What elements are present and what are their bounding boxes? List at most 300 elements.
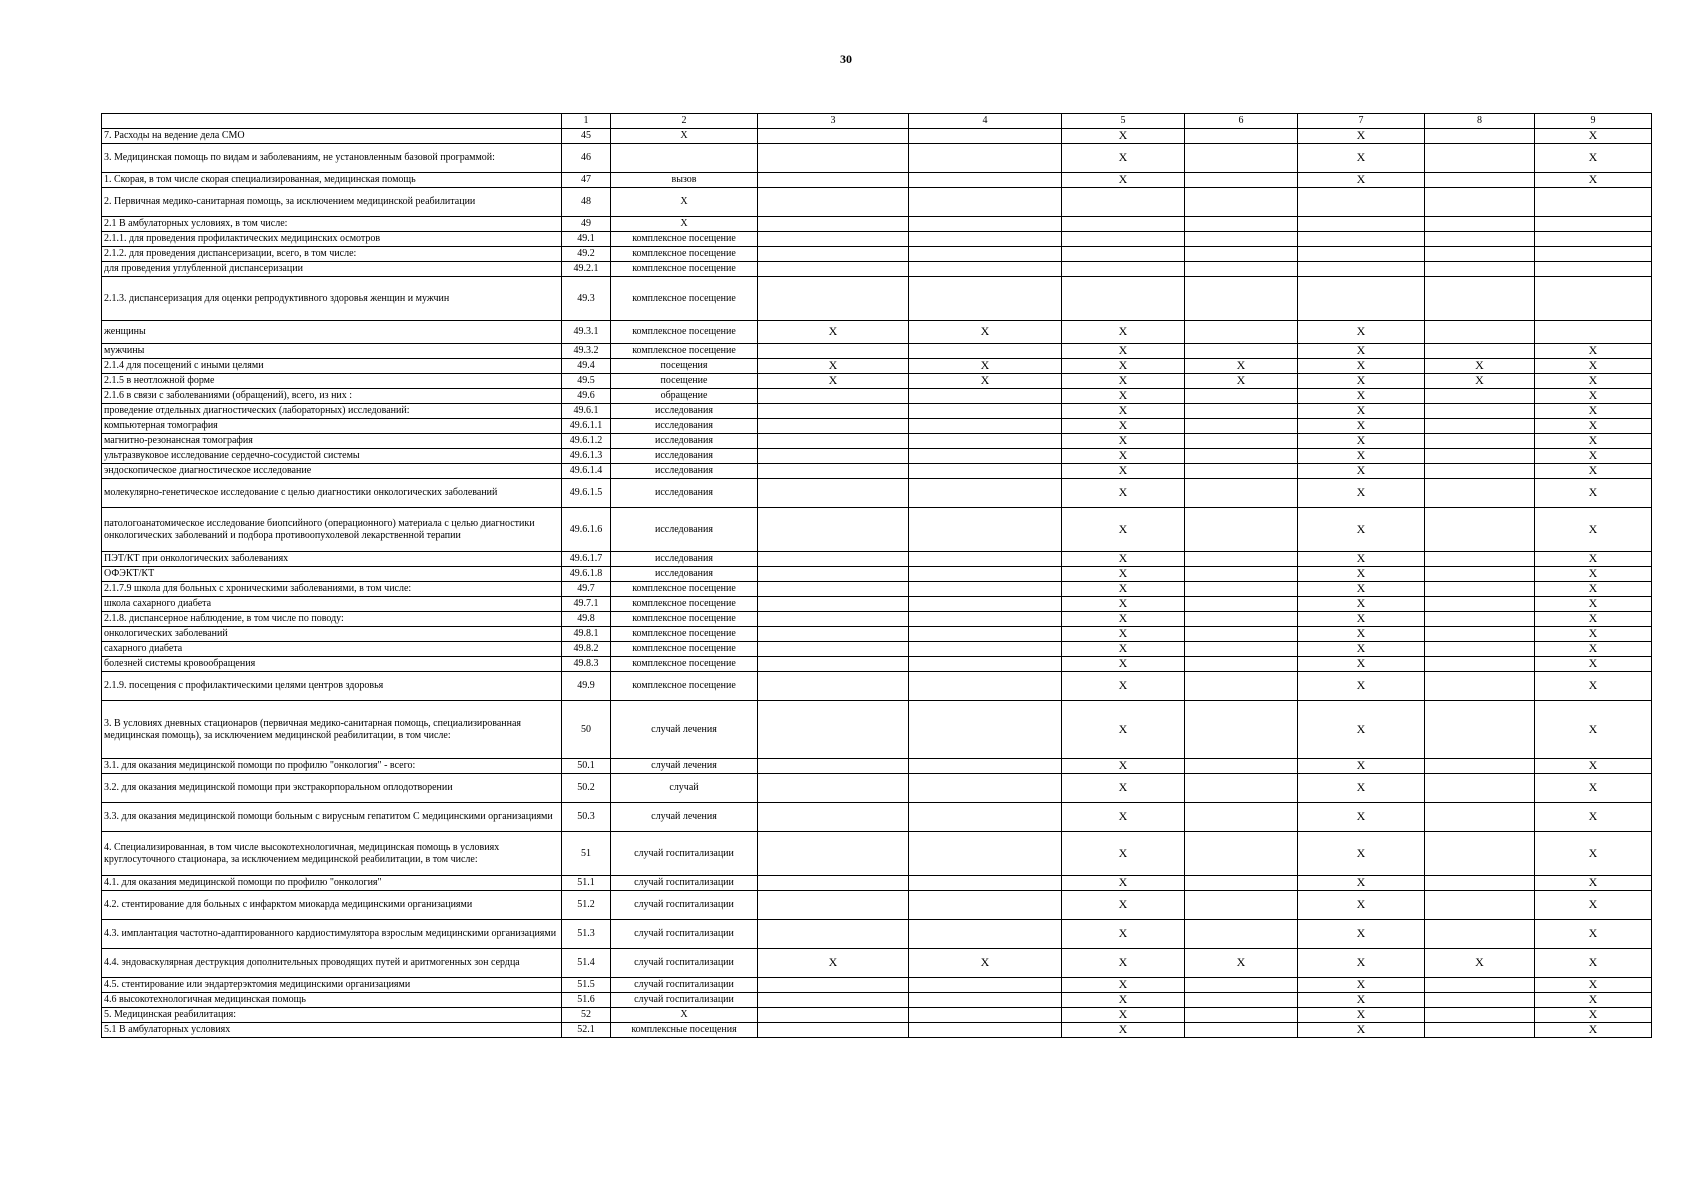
cell-col-4 xyxy=(909,552,1062,567)
row-number: 49.8.2 xyxy=(562,642,611,657)
cell-col-5: X xyxy=(1062,344,1185,359)
cell-col-4 xyxy=(909,627,1062,642)
cell-col-8: X xyxy=(1425,374,1535,389)
cell-col-3 xyxy=(758,552,909,567)
cell-col-8 xyxy=(1425,247,1535,262)
cell-col-7: X xyxy=(1298,582,1425,597)
cell-col-6 xyxy=(1185,232,1298,247)
cell-col-6 xyxy=(1185,217,1298,232)
row-name: ультразвуковое исследование сердечно-сосудистой системы xyxy=(102,449,562,464)
cell-col-7: X xyxy=(1298,920,1425,949)
row-unit: случай лечения xyxy=(611,759,758,774)
row-number: 49.6.1.5 xyxy=(562,479,611,508)
row-name: болезней системы кровообращения xyxy=(102,657,562,672)
row-unit: посещение xyxy=(611,374,758,389)
column-header: 8 xyxy=(1425,114,1535,129)
cell-col-4 xyxy=(909,803,1062,832)
row-number: 51 xyxy=(562,832,611,876)
column-header xyxy=(102,114,562,129)
cell-col-6 xyxy=(1185,129,1298,144)
table-row xyxy=(102,612,1652,627)
row-name: компьютерная томография xyxy=(102,419,562,434)
cell-col-8 xyxy=(1425,479,1535,508)
cell-col-4: X xyxy=(909,321,1062,344)
column-header: 7 xyxy=(1298,114,1425,129)
cell-col-4 xyxy=(909,612,1062,627)
cell-col-5 xyxy=(1062,188,1185,217)
cell-col-3 xyxy=(758,993,909,1008)
row-name: 2.1.9. посещения с профилактическими целями центров здоровья xyxy=(102,672,562,701)
table-row xyxy=(102,993,1652,1008)
cell-col-7: X xyxy=(1298,344,1425,359)
cell-col-3 xyxy=(758,832,909,876)
cell-col-7: X xyxy=(1298,1008,1425,1023)
row-name: 2. Первичная медико-санитарная помощь, за исключением медицинской реабилитации xyxy=(102,188,562,217)
cell-col-3 xyxy=(758,247,909,262)
cell-col-7: X xyxy=(1298,759,1425,774)
cell-col-7: X xyxy=(1298,612,1425,627)
table-row xyxy=(102,217,1652,232)
cell-col-5 xyxy=(1062,247,1185,262)
cell-col-9: X xyxy=(1535,701,1652,759)
cell-col-6 xyxy=(1185,419,1298,434)
table-row xyxy=(102,359,1652,374)
row-unit: случай xyxy=(611,774,758,803)
cell-col-6 xyxy=(1185,552,1298,567)
cell-col-4 xyxy=(909,129,1062,144)
row-name: эндоскопическое диагностическое исследование xyxy=(102,464,562,479)
cell-col-8 xyxy=(1425,627,1535,642)
cell-col-7 xyxy=(1298,232,1425,247)
cell-col-7: X xyxy=(1298,449,1425,464)
cell-col-5: X xyxy=(1062,449,1185,464)
cell-col-5: X xyxy=(1062,359,1185,374)
cell-col-7: X xyxy=(1298,404,1425,419)
table-row xyxy=(102,344,1652,359)
cell-col-9: X xyxy=(1535,552,1652,567)
cell-col-3: X xyxy=(758,359,909,374)
table-row xyxy=(102,479,1652,508)
cell-col-6 xyxy=(1185,247,1298,262)
cell-col-9: X xyxy=(1535,344,1652,359)
row-unit: комплексное посещение xyxy=(611,627,758,642)
table-row xyxy=(102,567,1652,582)
row-number: 47 xyxy=(562,173,611,188)
cell-col-8 xyxy=(1425,262,1535,277)
cell-col-5: X xyxy=(1062,701,1185,759)
cell-col-3 xyxy=(758,434,909,449)
cell-col-8 xyxy=(1425,612,1535,627)
cell-col-6 xyxy=(1185,1023,1298,1038)
row-unit: исследования xyxy=(611,552,758,567)
row-number: 51.4 xyxy=(562,949,611,978)
cell-col-5: X xyxy=(1062,920,1185,949)
row-name: 1. Скорая, в том числе скорая специализированная, медицинская помощь xyxy=(102,173,562,188)
cell-col-9: X xyxy=(1535,144,1652,173)
row-unit: случай госпитализации xyxy=(611,876,758,891)
row-number: 51.6 xyxy=(562,993,611,1008)
row-name: 5.1 В амбулаторных условиях xyxy=(102,1023,562,1038)
table-row xyxy=(102,1008,1652,1023)
cell-col-9 xyxy=(1535,232,1652,247)
cell-col-7 xyxy=(1298,262,1425,277)
cell-col-7: X xyxy=(1298,597,1425,612)
table-row xyxy=(102,642,1652,657)
cell-col-5 xyxy=(1062,217,1185,232)
row-name: 3.1. для оказания медицинской помощи по профилю "онкология" - всего: xyxy=(102,759,562,774)
row-number: 46 xyxy=(562,144,611,173)
row-unit: обращение xyxy=(611,389,758,404)
cell-col-5: X xyxy=(1062,891,1185,920)
cell-col-6 xyxy=(1185,978,1298,993)
table-row xyxy=(102,876,1652,891)
cell-col-7: X xyxy=(1298,552,1425,567)
cell-col-6 xyxy=(1185,657,1298,672)
cell-col-8 xyxy=(1425,404,1535,419)
row-unit: исследования xyxy=(611,567,758,582)
row-unit: комплексное посещение xyxy=(611,344,758,359)
row-unit: исследования xyxy=(611,479,758,508)
cell-col-7: X xyxy=(1298,701,1425,759)
cell-col-9: X xyxy=(1535,129,1652,144)
cell-col-5: X xyxy=(1062,612,1185,627)
row-unit: исследования xyxy=(611,434,758,449)
row-number: 52 xyxy=(562,1008,611,1023)
cell-col-8 xyxy=(1425,232,1535,247)
cell-col-8: X xyxy=(1425,359,1535,374)
cell-col-4 xyxy=(909,1023,1062,1038)
cell-col-7 xyxy=(1298,188,1425,217)
table-row xyxy=(102,1023,1652,1038)
cell-col-9: X xyxy=(1535,672,1652,701)
cell-col-5: X xyxy=(1062,552,1185,567)
row-number: 49.6.1.3 xyxy=(562,449,611,464)
cell-col-9: X xyxy=(1535,359,1652,374)
row-unit: вызов xyxy=(611,173,758,188)
cell-col-8 xyxy=(1425,567,1535,582)
row-number: 49.2.1 xyxy=(562,262,611,277)
cell-col-9: X xyxy=(1535,508,1652,552)
cell-col-4 xyxy=(909,434,1062,449)
cell-col-7: X xyxy=(1298,144,1425,173)
cell-col-3 xyxy=(758,389,909,404)
cell-col-6 xyxy=(1185,344,1298,359)
cell-col-8 xyxy=(1425,217,1535,232)
row-name: молекулярно-генетическое исследование с целью диагностики онкологических заболеваний xyxy=(102,479,562,508)
row-name: 2.1.2. для проведения диспансеризации, всего, в том числе: xyxy=(102,247,562,262)
row-number: 49 xyxy=(562,217,611,232)
row-number: 49.5 xyxy=(562,374,611,389)
cell-col-7: X xyxy=(1298,876,1425,891)
cell-col-8 xyxy=(1425,920,1535,949)
cell-col-6 xyxy=(1185,642,1298,657)
cell-col-3 xyxy=(758,567,909,582)
cell-col-5: X xyxy=(1062,774,1185,803)
row-unit: комплексное посещение xyxy=(611,247,758,262)
cell-col-4 xyxy=(909,774,1062,803)
cell-col-4 xyxy=(909,701,1062,759)
cell-col-6 xyxy=(1185,597,1298,612)
cell-col-9 xyxy=(1535,247,1652,262)
row-name: проведение отдельных диагностических (лабораторных) исследований: xyxy=(102,404,562,419)
cell-col-3 xyxy=(758,479,909,508)
cell-col-4 xyxy=(909,173,1062,188)
cell-col-6 xyxy=(1185,1008,1298,1023)
cell-col-6 xyxy=(1185,832,1298,876)
column-header: 6 xyxy=(1185,114,1298,129)
row-number: 50.3 xyxy=(562,803,611,832)
cell-col-7: X xyxy=(1298,173,1425,188)
cell-col-5: X xyxy=(1062,1008,1185,1023)
table-row xyxy=(102,434,1652,449)
cell-col-3 xyxy=(758,774,909,803)
table-row xyxy=(102,672,1652,701)
table-row xyxy=(102,389,1652,404)
row-name: сахарного диабета xyxy=(102,642,562,657)
cell-col-5: X xyxy=(1062,479,1185,508)
row-unit: посещения xyxy=(611,359,758,374)
row-name: 4.5. стентирование или эндартерэктомия медицинскими организациями xyxy=(102,978,562,993)
row-name: онкологических заболеваний xyxy=(102,627,562,642)
cell-col-8 xyxy=(1425,173,1535,188)
row-unit xyxy=(611,144,758,173)
cell-col-9: X xyxy=(1535,434,1652,449)
row-number: 51.5 xyxy=(562,978,611,993)
cell-col-6 xyxy=(1185,188,1298,217)
row-unit: комплексное посещение xyxy=(611,262,758,277)
row-unit: комплексное посещение xyxy=(611,672,758,701)
table-row xyxy=(102,978,1652,993)
row-number: 49.9 xyxy=(562,672,611,701)
cell-col-9: X xyxy=(1535,374,1652,389)
cell-col-9: X xyxy=(1535,978,1652,993)
cell-col-8 xyxy=(1425,188,1535,217)
cell-col-7: X xyxy=(1298,464,1425,479)
cell-col-7: X xyxy=(1298,389,1425,404)
row-name: 2.1.3. диспансеризация для оценки репродуктивного здоровья женщин и мужчин xyxy=(102,277,562,321)
table-row xyxy=(102,262,1652,277)
row-unit: исследования xyxy=(611,508,758,552)
row-number: 49.6.1.8 xyxy=(562,567,611,582)
row-number: 49.6.1.6 xyxy=(562,508,611,552)
row-name: 3.2. для оказания медицинской помощи при экстракорпоральном оплодотворении xyxy=(102,774,562,803)
data-table xyxy=(101,113,1652,1038)
row-unit: случай госпитализации xyxy=(611,949,758,978)
cell-col-5: X xyxy=(1062,464,1185,479)
row-number: 49.6 xyxy=(562,389,611,404)
row-name: 4.3. имплантация частотно-адаптированного кардиостимулятора взрослым медицинскими организациями xyxy=(102,920,562,949)
cell-col-5: X xyxy=(1062,567,1185,582)
row-number: 51.3 xyxy=(562,920,611,949)
row-number: 49.3 xyxy=(562,277,611,321)
cell-col-7: X xyxy=(1298,978,1425,993)
cell-col-3 xyxy=(758,891,909,920)
cell-col-9: X xyxy=(1535,479,1652,508)
cell-col-7: X xyxy=(1298,657,1425,672)
cell-col-5: X xyxy=(1062,129,1185,144)
cell-col-4 xyxy=(909,876,1062,891)
column-header: 4 xyxy=(909,114,1062,129)
cell-col-6 xyxy=(1185,434,1298,449)
cell-col-6 xyxy=(1185,993,1298,1008)
cell-col-8 xyxy=(1425,449,1535,464)
cell-col-6 xyxy=(1185,774,1298,803)
row-name: патологоанатомическое исследование биопсийного (операционного) материала с целью диагностики онкологических заболеваний и подбора противоопухолевой лекарственной терапии xyxy=(102,508,562,552)
cell-col-3: X xyxy=(758,321,909,344)
row-name: 2.1.1. для проведения профилактических медицинских осмотров xyxy=(102,232,562,247)
row-unit: случай лечения xyxy=(611,803,758,832)
row-number: 45 xyxy=(562,129,611,144)
cell-col-6 xyxy=(1185,173,1298,188)
cell-col-4 xyxy=(909,993,1062,1008)
cell-col-4 xyxy=(909,217,1062,232)
cell-col-9: X xyxy=(1535,449,1652,464)
row-number: 49.3.1 xyxy=(562,321,611,344)
row-name: школа сахарного диабета xyxy=(102,597,562,612)
cell-col-6 xyxy=(1185,582,1298,597)
cell-col-3 xyxy=(758,344,909,359)
cell-col-4 xyxy=(909,672,1062,701)
cell-col-3 xyxy=(758,642,909,657)
table-row xyxy=(102,552,1652,567)
cell-col-7: X xyxy=(1298,774,1425,803)
cell-col-3 xyxy=(758,582,909,597)
cell-col-6 xyxy=(1185,389,1298,404)
cell-col-7: X xyxy=(1298,321,1425,344)
cell-col-3 xyxy=(758,232,909,247)
cell-col-8 xyxy=(1425,672,1535,701)
cell-col-5 xyxy=(1062,277,1185,321)
cell-col-3: X xyxy=(758,374,909,389)
cell-col-9: X xyxy=(1535,567,1652,582)
table-row xyxy=(102,657,1652,672)
row-name: 2.1.4 для посещений с иными целями xyxy=(102,359,562,374)
header-row xyxy=(102,114,1652,129)
cell-col-3 xyxy=(758,876,909,891)
cell-col-9: X xyxy=(1535,389,1652,404)
cell-col-6 xyxy=(1185,321,1298,344)
row-name: 4.2. стентирование для больных с инфарктом миокарда медицинскими организациями xyxy=(102,891,562,920)
cell-col-5: X xyxy=(1062,144,1185,173)
cell-col-3 xyxy=(758,657,909,672)
cell-col-3 xyxy=(758,144,909,173)
cell-col-5: X xyxy=(1062,832,1185,876)
cell-col-8 xyxy=(1425,277,1535,321)
cell-col-4 xyxy=(909,464,1062,479)
cell-col-5 xyxy=(1062,262,1185,277)
cell-col-3 xyxy=(758,672,909,701)
cell-col-7 xyxy=(1298,247,1425,262)
table-row xyxy=(102,129,1652,144)
table-body xyxy=(102,129,1652,1038)
cell-col-8 xyxy=(1425,1023,1535,1038)
cell-col-3 xyxy=(758,262,909,277)
cell-col-5: X xyxy=(1062,759,1185,774)
table-row xyxy=(102,949,1652,978)
cell-col-7: X xyxy=(1298,1023,1425,1038)
table-row xyxy=(102,627,1652,642)
cell-col-3 xyxy=(758,173,909,188)
cell-col-6 xyxy=(1185,612,1298,627)
row-unit: случай госпитализации xyxy=(611,920,758,949)
row-number: 51.2 xyxy=(562,891,611,920)
cell-col-8 xyxy=(1425,144,1535,173)
cell-col-5: X xyxy=(1062,389,1185,404)
cell-col-7: X xyxy=(1298,832,1425,876)
row-unit: комплексное посещение xyxy=(611,321,758,344)
cell-col-6: X xyxy=(1185,359,1298,374)
cell-col-9: X xyxy=(1535,876,1652,891)
cell-col-4: X xyxy=(909,359,1062,374)
row-unit: случай госпитализации xyxy=(611,891,758,920)
cell-col-5: X xyxy=(1062,419,1185,434)
cell-col-6 xyxy=(1185,144,1298,173)
cell-col-7: X xyxy=(1298,627,1425,642)
row-unit: комплексное посещение xyxy=(611,657,758,672)
cell-col-4 xyxy=(909,262,1062,277)
page-number: 30 xyxy=(840,52,852,66)
cell-col-3 xyxy=(758,449,909,464)
cell-col-5: X xyxy=(1062,803,1185,832)
cell-col-3 xyxy=(758,612,909,627)
cell-col-6 xyxy=(1185,876,1298,891)
cell-col-6 xyxy=(1185,803,1298,832)
row-unit: комплексное посещение xyxy=(611,612,758,627)
row-unit: исследования xyxy=(611,449,758,464)
cell-col-4 xyxy=(909,832,1062,876)
cell-col-3 xyxy=(758,1023,909,1038)
table-row xyxy=(102,701,1652,759)
cell-col-4 xyxy=(909,597,1062,612)
cell-col-4 xyxy=(909,978,1062,993)
cell-col-4 xyxy=(909,419,1062,434)
cell-col-9 xyxy=(1535,277,1652,321)
row-unit: случай госпитализации xyxy=(611,993,758,1008)
cell-col-9: X xyxy=(1535,774,1652,803)
cell-col-4 xyxy=(909,277,1062,321)
cell-col-4 xyxy=(909,657,1062,672)
row-name: магнитно-резонансная томография xyxy=(102,434,562,449)
table-row xyxy=(102,173,1652,188)
row-name: 2.1.5 в неотложной форме xyxy=(102,374,562,389)
cell-col-5: X xyxy=(1062,978,1185,993)
row-unit: случай госпитализации xyxy=(611,832,758,876)
cell-col-9: X xyxy=(1535,612,1652,627)
cell-col-4 xyxy=(909,247,1062,262)
cell-col-9: X xyxy=(1535,891,1652,920)
cell-col-9: X xyxy=(1535,642,1652,657)
cell-col-5: X xyxy=(1062,642,1185,657)
row-unit: исследования xyxy=(611,404,758,419)
cell-col-8 xyxy=(1425,129,1535,144)
cell-col-9: X xyxy=(1535,1008,1652,1023)
table-row xyxy=(102,774,1652,803)
cell-col-8 xyxy=(1425,1008,1535,1023)
cell-col-6 xyxy=(1185,759,1298,774)
cell-col-4 xyxy=(909,759,1062,774)
table-row xyxy=(102,582,1652,597)
cell-col-7: X xyxy=(1298,359,1425,374)
cell-col-6 xyxy=(1185,479,1298,508)
row-name: 7. Расходы на ведение дела СМО xyxy=(102,129,562,144)
row-name: ПЭТ/КТ при онкологических заболеваниях xyxy=(102,552,562,567)
row-name: ОФЭКТ/КТ xyxy=(102,567,562,582)
table-row xyxy=(102,449,1652,464)
cell-col-6 xyxy=(1185,508,1298,552)
table-row xyxy=(102,920,1652,949)
cell-col-7: X xyxy=(1298,642,1425,657)
row-unit: случай госпитализации xyxy=(611,978,758,993)
